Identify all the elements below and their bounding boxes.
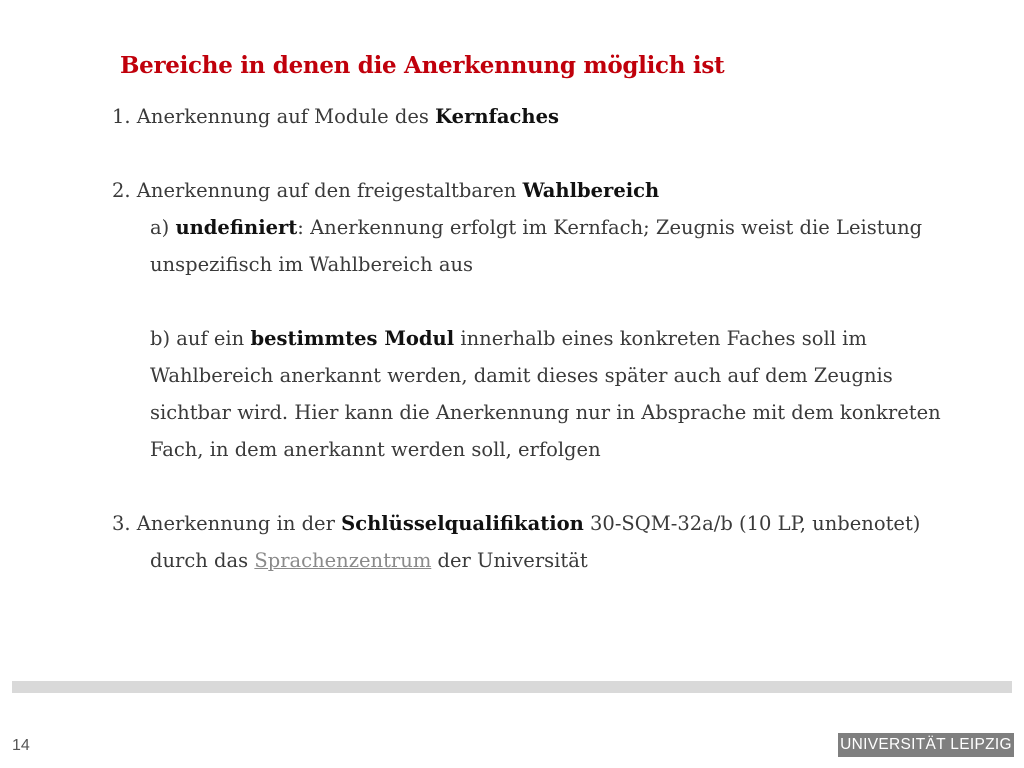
- item-3-emphasis: Schlüsselqualifikation: [341, 512, 584, 535]
- university-logo: [838, 733, 1014, 757]
- spacer: [112, 468, 912, 505]
- slide-content: [112, 98, 941, 579]
- item-1-emphasis: Kernfaches: [435, 105, 559, 128]
- sprachenzentrum-link[interactable]: Sprachenzentrum: [254, 549, 432, 572]
- item-2b-line-4: Fach, in dem anerkannt werden soll, erfolgen: [150, 438, 601, 461]
- footer-divider: [12, 681, 1012, 693]
- item-2b-emphasis: bestimmtes Modul: [250, 327, 455, 350]
- item-2b-rest: innerhalb eines konkreten Faches soll im: [454, 327, 867, 350]
- item-2a-line-1: [112, 209, 923, 246]
- item-2b-line-3: sichtbar wird. Hier kann die Anerkennung nur in Absprache mit dem konkreten: [150, 401, 941, 424]
- item-2a-rest: : Anerkennung erfolgt im Kernfach; Zeugnis weist die Leistung: [297, 216, 923, 239]
- page-number: 14: [12, 737, 30, 754]
- spacer: [112, 283, 912, 320]
- item-2b-line-1: [112, 320, 912, 357]
- item-1-text: 1. Anerkennung auf Module des: [112, 105, 436, 128]
- university-logo-text: UNIVERSITÄT LEIPZIG: [840, 736, 1012, 753]
- item-2a-emphasis: undefiniert: [175, 216, 298, 239]
- item-1: [112, 98, 912, 135]
- item-2: [112, 172, 912, 209]
- slide-title: Bereiche in denen die Anerkennung möglich ist: [120, 52, 725, 79]
- item-3-line-2-prefix: durch das: [150, 549, 255, 572]
- item-3-line-2-rest: der Universität: [431, 549, 588, 572]
- item-2-text: 2. Anerkennung auf den freigestaltbaren: [112, 179, 523, 202]
- item-3-line-1: [112, 505, 921, 542]
- item-2a-line-2: unspezifisch im Wahlbereich aus: [150, 253, 474, 276]
- spacer: [112, 135, 912, 172]
- item-3-line-2: [112, 542, 912, 579]
- item-3-rest: 30-SQM-32a/b (10 LP, unbenotet): [583, 512, 921, 535]
- item-2-emphasis: Wahlbereich: [522, 179, 660, 202]
- item-3-text: 3. Anerkennung in der: [112, 512, 342, 535]
- item-2b-line-2: Wahlbereich anerkannt werden, damit dieses später auch auf dem Zeugnis: [150, 364, 893, 387]
- item-2a-prefix: a): [150, 216, 176, 239]
- item-2b-prefix: b) auf ein: [150, 327, 251, 350]
